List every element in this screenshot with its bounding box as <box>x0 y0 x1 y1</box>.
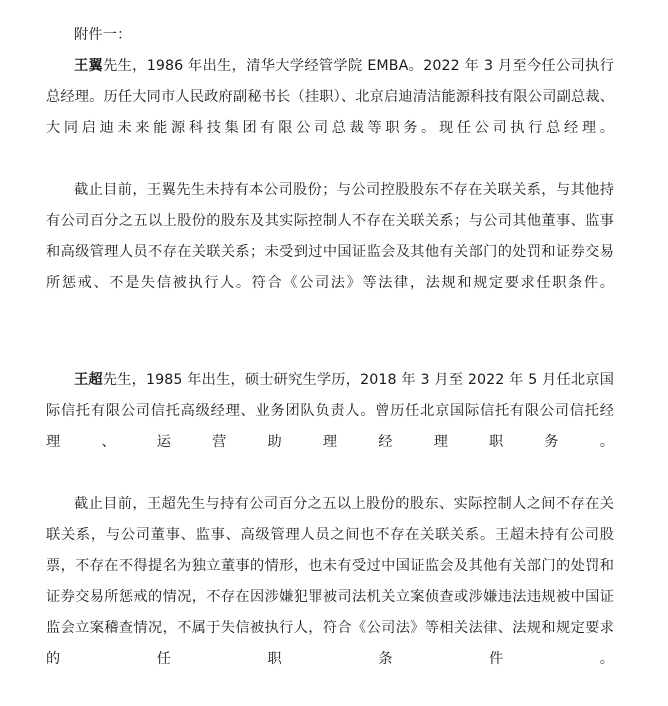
person-name-wang-chao: 王超 <box>74 372 103 388</box>
bio-text-wang-yi: 先生，1986 年出生，清华大学经管学院 EMBA。2022 年 3 月至今任公司执行总经理。历任大同市人民政府副秘书长（挂职）、北京启迪清洁能源科技有限公司副总裁、大同启迪未来能源科技集团有限公司总裁等职务。现任公司执行总经理。 <box>46 58 614 136</box>
bio-paragraph-wang-yi <box>46 51 614 175</box>
section-spacer <box>46 330 614 365</box>
compliance-paragraph-wang-chao: 截止目前，王超先生与持有公司百分之五以上股份的股东、实际控制人之间不存在关联关系，与公司董事、监事、高级管理人员之间也不存在关联关系。王超未持有公司股票，不存在不得提名为独立董事的情形，也未有受过中国证监会及其他有关部门的处罚和证券交易所惩戒的情况，不存在因涉嫌犯罪被司法机关立案侦查或涉嫌违法违规被中国证监会立案稽查情况，不属于失信被执行人，符合《公司法》等相关法律、法规和规定要求的任职条件。 <box>46 496 614 667</box>
attachment-label: 附件一： <box>74 27 132 43</box>
compliance-paragraph-wang-yi: 截止目前，王翼先生未持有本公司股份；与公司控股股东不存在关联关系，与其他持有公司百分之五以上股份的股东及其实际控制人不存在关联关系；与公司其他董事、监事和高级管理人员不存在关联关系；未受到过中国证监会及其他有关部门的处罚和证券交易所惩戒、不是失信被执行人。符合《公司法》等法律，法规和规定要求任职条件。 <box>46 182 614 291</box>
bio-paragraph-wang-chao <box>46 365 614 489</box>
bio-text-wang-chao: 先生，1985 年出生，硕士研究生学历，2018 年 3 月至 2022 年 5 月任北京国际信托有限公司信托高级经理、业务团队负责人。曾历任北京国际信托有限公司信托经理、运营助理经理职务。 <box>46 372 614 450</box>
person-name-wang-yi: 王翼 <box>74 58 104 74</box>
